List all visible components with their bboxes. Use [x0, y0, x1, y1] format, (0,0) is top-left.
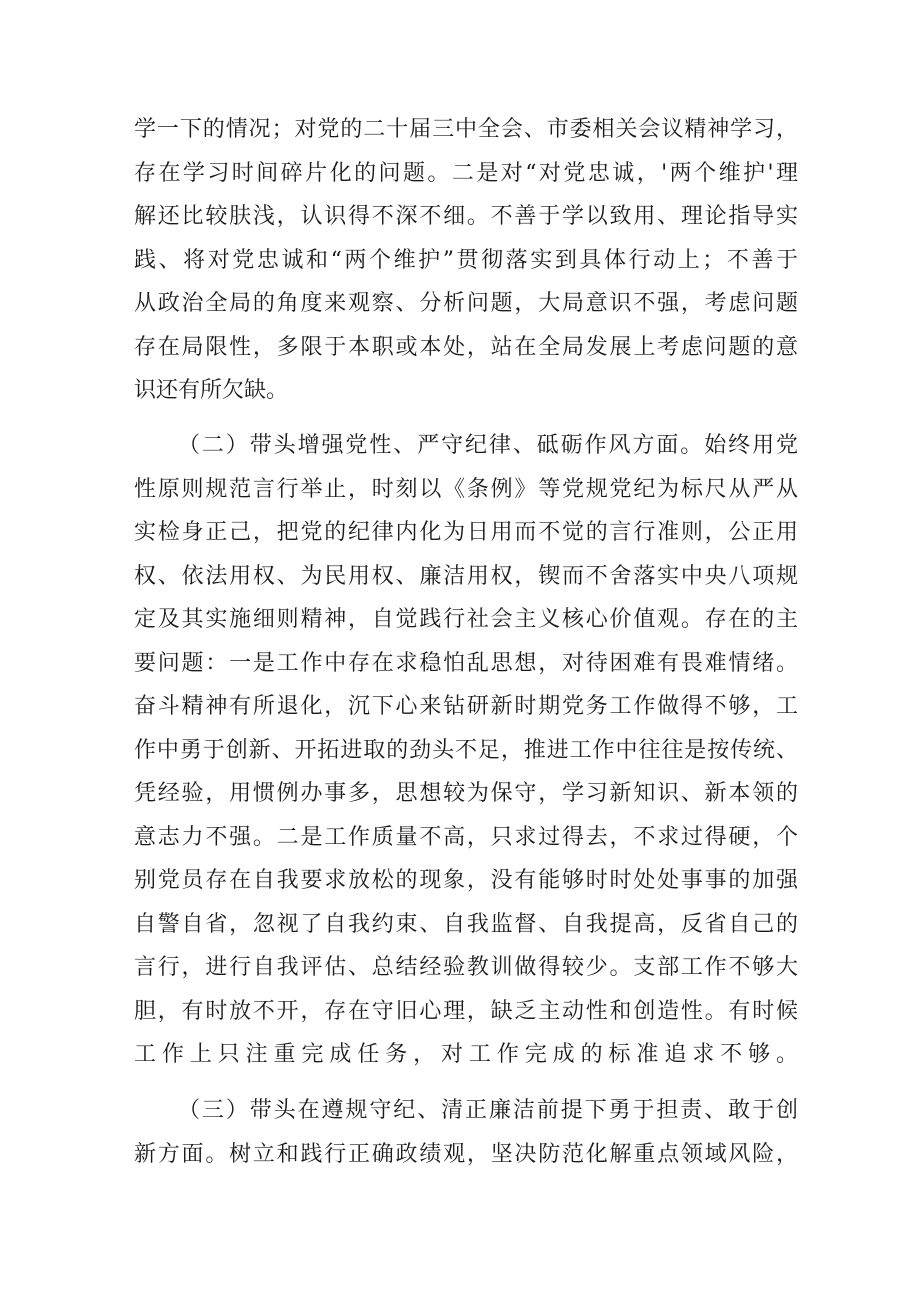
text-line: 存在局限性，多限于本职或本处，站在全局发展上考虑问题的意 — [134, 334, 798, 360]
text-line: 践、将对党忠诚和“两个维护”贯彻落实到具体行动上；不善于 — [134, 247, 798, 273]
text-line: 解还比较肤浅，认识得不深不细。不善于学以致用、理论指导实 — [134, 204, 798, 229]
text-line: 奋斗精神有所退化，沉下心来钻研新时期党务工作做得不够，工 — [134, 694, 798, 719]
text-line: （三）带头在遵规守纪、清正廉洁前提下勇于担责、敢于创 — [178, 1098, 798, 1123]
text-line: 权、依法用权、为民用权、廉洁用权，锲而不舍落实中央八项规 — [134, 563, 798, 589]
text-line: 实检身正己，把党的纪律内化为日用而不觉的言行准则，公正用 — [134, 520, 798, 545]
paragraph-2 — [134, 424, 798, 1164]
paragraph-1 — [134, 108, 798, 413]
text-line: 工作上只注重完成任务，对工作完成的标准追求不够。 — [134, 1042, 798, 1067]
text-line: 学一下的情况；对党的二十届三中全会、市委相关会议精神学习， — [134, 117, 798, 142]
text-line: 自警自省，忽视了自我约束、自我监督、自我提高，反省自己的 — [134, 911, 798, 937]
text-line: 言行，进行自我评估、总结经验教训做得较少。支部工作不够大 — [134, 955, 798, 980]
text-line: 凭经验，用惯例办事多，思想较为保守，学习新知识、新本领的 — [134, 781, 798, 806]
text-line: 要问题：一是工作中存在求稳怕乱思想，对待困难有畏难情绪。 — [134, 650, 798, 676]
text-line: 识还有所欠缺。 — [134, 378, 289, 403]
text-line: 存在学习时间碎片化的问题。二是对“对党忠诚，'两个维护'理 — [134, 160, 798, 186]
text-line: 意志力不强。二是工作质量不高，只求过得去，不求过得硬，个 — [134, 824, 798, 850]
text-line: 从政治全局的角度来观察、分析问题，大局意识不强，考虑问题 — [134, 291, 798, 316]
text-line: 新方面。树立和践行正确政绩观，坚决防范化解重点领域风险， — [134, 1141, 798, 1167]
text-line: 作中勇于创新、开拓进取的劲头不足，推进工作中往往是按传统、 — [134, 737, 798, 763]
paragraph-3 — [134, 1089, 798, 1176]
text-line: （二）带头增强党性、严守纪律、砥砺作风方面。始终用党 — [178, 433, 798, 458]
text-line: 胆，有时放不开，存在守旧心理，缺乏主动性和创造性。有时候 — [134, 998, 798, 1024]
text-line: 定及其实施细则精神，自觉践行社会主义核心价值观。存在的主 — [134, 607, 798, 632]
text-line: 别党员存在自我要求放松的现象，没有能够时时处处事事的加强 — [134, 868, 798, 893]
text-line: 性原则规范言行举止，时刻以《条例》等党规党纪为标尺从严从 — [134, 476, 798, 502]
